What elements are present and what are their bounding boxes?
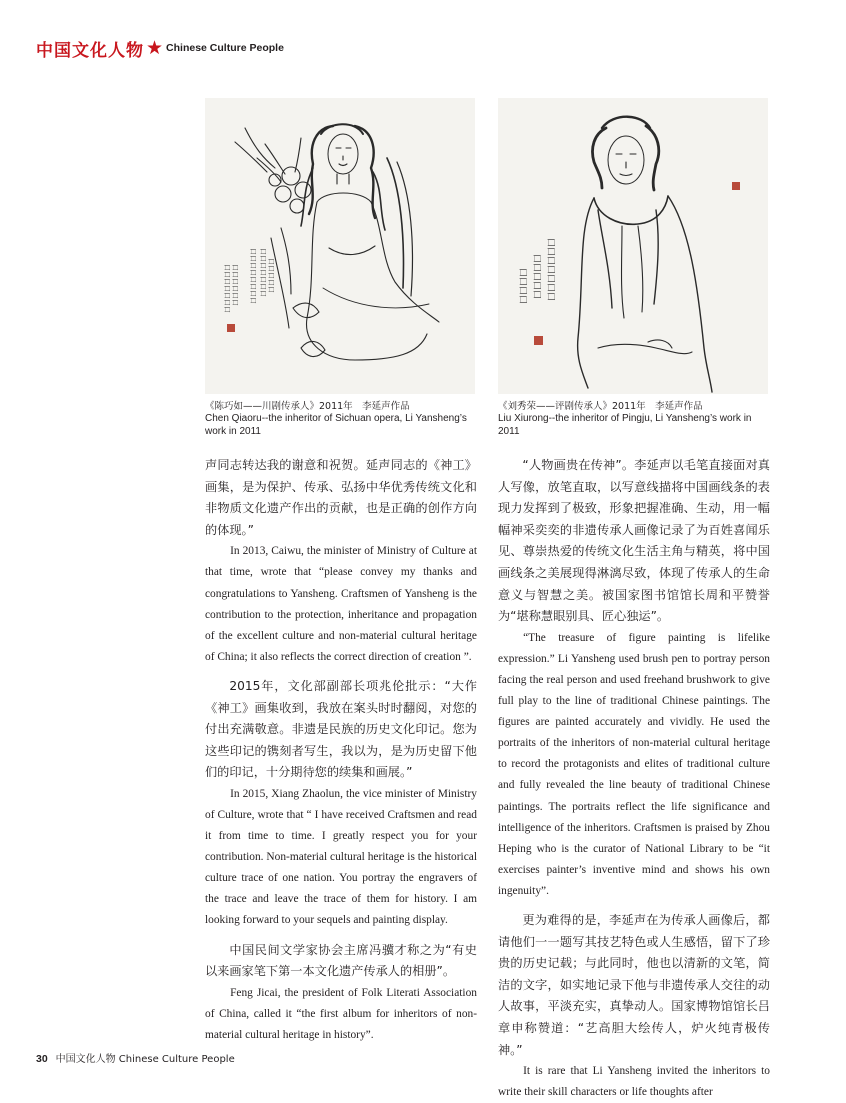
publication-name: 中国文化人物 Chinese Culture People bbox=[55, 1054, 235, 1065]
svg-text:口口口口口: 口口口口口 bbox=[531, 254, 541, 300]
caption-en: Chen Qiaoru--the inheritor of Sichuan opera, Li Yansheng’s work in 2011 bbox=[205, 413, 467, 437]
paragraph-en: “The treasure of figure painting is lifelike expression.” Li Yansheng used brush pen to portray person facing the real person and used freehand brushwork to give full play to the line of traditional Chinese paintings. The figures are painted accurately and vividly. He used the portraits of the inheritors of non-material cultural heritage to record the protagonists and elites of traditional culture and fully revealed the line beauty of traditional Chinese paintings. The portraits reflect the life significance and intelligence of the inheritors. Craftsmen is praised by Zhou Heping who is the curator of National Library to be “it exercises painter’s inventive mind and shows his own ingenuity”. bbox=[498, 631, 770, 897]
caption-en: Liu Xiurong--the inheritor of Pingju, Li Yansheng’s work in 2011 bbox=[498, 413, 752, 437]
svg-text:口口口口口口口: 口口口口口口口 bbox=[259, 248, 267, 297]
svg-text:口口口口口口口: 口口口口口口口 bbox=[223, 264, 231, 313]
portrait-chen-qiaoru bbox=[205, 98, 475, 394]
magazine-title-cn: 中国文化人物 bbox=[36, 40, 144, 61]
paragraph-en: In 2013, Caiwu, the minister of Ministry of Culture at that time, wrote that “please convey my thanks and congratulations to Yansheng. Craftsmen of Yansheng is the contribution to the protection, inheritance and propagation of the excellent culture and non-material cultural heritage of China; it also reflects the correct direction of creation ”. bbox=[205, 545, 477, 663]
svg-text:口口口口口口口: 口口口口口口口 bbox=[545, 238, 555, 302]
caption-cn: 《陈巧如——川剧传承人》2011年 李延声作品 bbox=[205, 401, 410, 412]
paragraph-zh: 声同志转达我的谢意和祝贺。延声同志的《神工》画集，是为保护、传承、弘扬中华优秀传统文化和非物质文化遗产作出的贡献，也是正确的创作方向的体现。” bbox=[205, 458, 477, 537]
right-text-column bbox=[498, 455, 770, 1103]
paragraph-zh: 中国民间文学家协会主席冯骥才称之为“有史以来画家笔下第一本文化遗产传承人的相册”。 bbox=[205, 942, 477, 979]
paragraph-zh: 2015年，文化部副部长项兆伦批示：“大作《神工》画集收到，我放在案头时时翻阅，对您的付出充满敬意。非遗是民族的历史文化印记。您为这些印记的镌刻者写生，我以为，是为历史留下他们的印记，十分期待您的续集和画展。” bbox=[205, 678, 477, 780]
svg-text:口口口口: 口口口口 bbox=[517, 268, 527, 305]
paragraph-en: Feng Jicai, the president of Folk Literati Association of China, called it “the first album for inheritors of non-material cultural heritage in history”. bbox=[205, 986, 477, 1041]
paragraph-en: It is rare that Li Yansheng invited the inheritors to write their skill characters or life thoughts after bbox=[498, 1065, 770, 1099]
caption-cn: 《刘秀荣——评剧传承人》2011年 李延声作品 bbox=[498, 401, 703, 412]
figure-caption-right bbox=[498, 401, 770, 438]
figure-caption-left bbox=[205, 401, 477, 438]
svg-text:口口口口口口口口: 口口口口口口口口 bbox=[249, 248, 257, 304]
paragraph-en: In 2015, Xiang Zhaolun, the vice minister of Ministry of Culture, wrote that “ I have received Craftsmen and read it from time to time. I greatly respect you for your contribution. Non-material cultural heritage is the historical culture trace of one nation. You portray the engravers of the trace and leave the trace of them for history. I am looking forward to your sequels and painting display. bbox=[205, 787, 477, 927]
magazine-title-en: Chinese Culture People bbox=[166, 42, 284, 54]
svg-text:口口口口口口: 口口口口口口 bbox=[231, 264, 239, 306]
left-text-column bbox=[205, 455, 477, 1046]
portrait-liu-xiurong bbox=[498, 98, 768, 394]
ink-sketch-image bbox=[498, 98, 768, 394]
paragraph-zh: “人物画贵在传神”。李延声以毛笔直接面对真人写像，放笔直取，以写意线描将中国画线条的表现力发挥到了极致，形象把握准确、生动，用一幅幅神采奕奕的非遗传承人画像记录了为百姓喜闻乐见、尊崇热爱的传统文化生活主角与精英，将中国画线条之美展现得淋漓尽致，体现了传承人的生命意义与智慧之美。被国家图书馆馆长周和平赞誉为“堪称慧眼别具、匠心独运”。 bbox=[498, 458, 770, 624]
magazine-header bbox=[36, 37, 284, 59]
star-icon: ★ bbox=[146, 36, 164, 59]
page-number: 30 bbox=[36, 1053, 48, 1065]
svg-text:口口口口口: 口口口口口 bbox=[267, 258, 275, 293]
page-footer bbox=[36, 1050, 235, 1065]
ink-sketch-image bbox=[205, 98, 475, 394]
paragraph-zh: 更为难得的是，李延声在为传承人画像后，都请他们一一题写其技艺特色或人生感悟，留下了珍贵的历史记载；与此同时，他也以清新的文笔，简洁的文字，如实地记录下他与非遗传承人交往的动人故事，平淡充实，真挚动人。国家博物馆馆长吕章申称赞道：“艺高胆大绘传人，炉火纯青极传神。” bbox=[498, 912, 770, 1057]
